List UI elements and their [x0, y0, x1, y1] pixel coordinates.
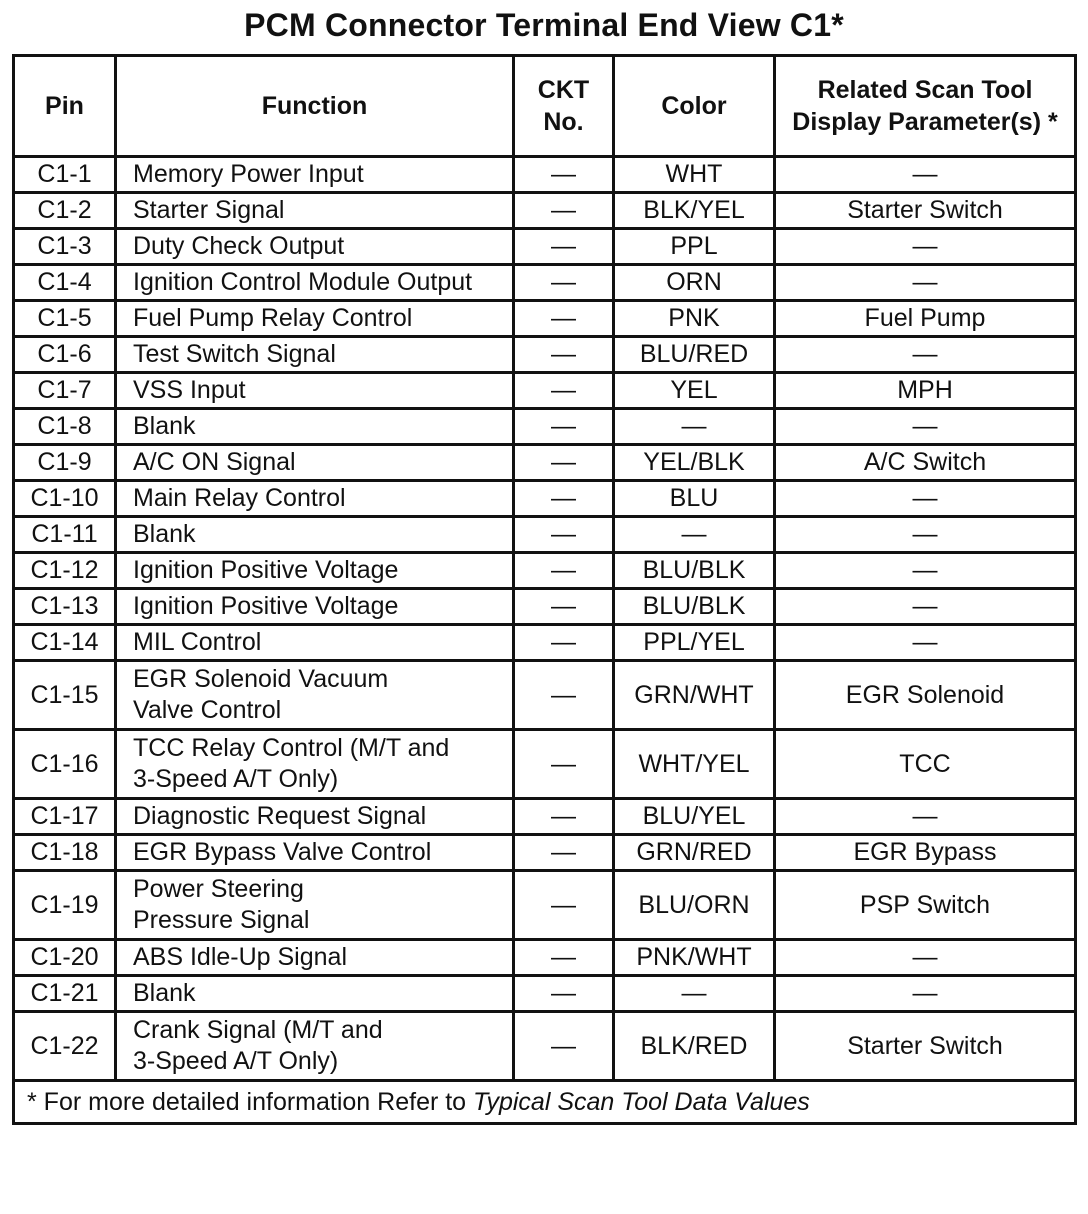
ckt-cell: — — [514, 625, 614, 661]
ckt-cell: — — [514, 976, 614, 1012]
scan-parameter-cell: — — [775, 625, 1076, 661]
footnote-reference: Typical Scan Tool Data Values — [473, 1088, 810, 1116]
scan-parameter-cell: EGR Bypass — [775, 835, 1076, 871]
ckt-cell: — — [514, 1012, 614, 1081]
ckt-cell: — — [514, 871, 614, 940]
function-cell: Blank — [116, 409, 514, 445]
ckt-cell: — — [514, 445, 614, 481]
scan-parameter-cell: — — [775, 481, 1076, 517]
color-cell: PPL — [614, 229, 775, 265]
ckt-cell: — — [514, 229, 614, 265]
header-pin: Pin — [14, 56, 116, 157]
ckt-cell: — — [514, 373, 614, 409]
function-cell — [116, 871, 514, 940]
function-line-2: Valve Control — [133, 696, 282, 724]
ckt-cell: — — [514, 157, 614, 193]
scan-parameter-cell: Starter Switch — [775, 193, 1076, 229]
color-cell: PPL/YEL — [614, 625, 775, 661]
pin-cell: C1-12 — [14, 553, 116, 589]
ckt-cell: — — [514, 553, 614, 589]
pin-cell: C1-18 — [14, 835, 116, 871]
function-cell — [116, 730, 514, 799]
header-function: Function — [116, 56, 514, 157]
table-row — [14, 976, 1076, 1012]
pcm-connector-table-container — [12, 54, 1074, 1125]
table-row — [14, 625, 1076, 661]
table-row — [14, 517, 1076, 553]
footnote — [14, 1081, 1076, 1124]
color-cell: BLU/YEL — [614, 799, 775, 835]
table-row — [14, 265, 1076, 301]
footnote-prefix: * For more detailed information Refer to — [27, 1088, 474, 1116]
header-ckt: CKT No. — [514, 56, 614, 157]
function-cell: Diagnostic Request Signal — [116, 799, 514, 835]
ckt-cell: — — [514, 730, 614, 799]
pin-cell: C1-20 — [14, 940, 116, 976]
table-row — [14, 730, 1076, 799]
function-cell: Blank — [116, 976, 514, 1012]
scan-parameter-cell: — — [775, 409, 1076, 445]
scan-parameter-cell: — — [775, 229, 1076, 265]
scan-parameter-cell: — — [775, 940, 1076, 976]
color-cell: — — [614, 409, 775, 445]
pin-cell: C1-8 — [14, 409, 116, 445]
pin-cell: C1-13 — [14, 589, 116, 625]
pin-cell: C1-9 — [14, 445, 116, 481]
function-cell: Ignition Positive Voltage — [116, 553, 514, 589]
header-color: Color — [614, 56, 775, 157]
table-row — [14, 301, 1076, 337]
ckt-cell: — — [514, 337, 614, 373]
color-cell: ORN — [614, 265, 775, 301]
scan-parameter-cell: — — [775, 337, 1076, 373]
pin-cell: C1-4 — [14, 265, 116, 301]
color-cell: BLU/RED — [614, 337, 775, 373]
function-cell: Test Switch Signal — [116, 337, 514, 373]
scan-parameter-cell: A/C Switch — [775, 445, 1076, 481]
function-cell: Ignition Control Module Output — [116, 265, 514, 301]
pin-cell: C1-7 — [14, 373, 116, 409]
pcm-connector-table — [12, 54, 1077, 1125]
scan-parameter-cell: — — [775, 589, 1076, 625]
function-cell: Ignition Positive Voltage — [116, 589, 514, 625]
function-cell: Blank — [116, 517, 514, 553]
table-row — [14, 481, 1076, 517]
pin-cell: C1-22 — [14, 1012, 116, 1081]
function-line-2: 3-Speed A/T Only) — [133, 765, 339, 793]
table-header-row — [14, 56, 1076, 157]
function-cell: Memory Power Input — [116, 157, 514, 193]
ckt-cell: — — [514, 835, 614, 871]
footnote-row — [14, 1081, 1076, 1124]
color-cell: WHT/YEL — [614, 730, 775, 799]
pin-cell: C1-2 — [14, 193, 116, 229]
function-cell: MIL Control — [116, 625, 514, 661]
function-cell: ABS Idle-Up Signal — [116, 940, 514, 976]
pin-cell: C1-11 — [14, 517, 116, 553]
table-row — [14, 157, 1076, 193]
ckt-cell: — — [514, 409, 614, 445]
ckt-cell: — — [514, 193, 614, 229]
color-cell: — — [614, 517, 775, 553]
pin-cell: C1-6 — [14, 337, 116, 373]
pin-cell: C1-19 — [14, 871, 116, 940]
page-title: PCM Connector Terminal End View C1* — [244, 7, 844, 43]
ckt-cell: — — [514, 661, 614, 730]
pin-cell: C1-17 — [14, 799, 116, 835]
color-cell: BLK/YEL — [614, 193, 775, 229]
ckt-cell: — — [514, 799, 614, 835]
table-row — [14, 589, 1076, 625]
pin-cell: C1-1 — [14, 157, 116, 193]
ckt-cell: — — [514, 265, 614, 301]
scan-parameter-cell: TCC — [775, 730, 1076, 799]
color-cell: BLU/BLK — [614, 553, 775, 589]
function-line-1: TCC Relay Control (M/T and — [133, 734, 450, 762]
table-row — [14, 193, 1076, 229]
color-cell: BLU — [614, 481, 775, 517]
table-row — [14, 799, 1076, 835]
color-cell: BLU/ORN — [614, 871, 775, 940]
scan-parameter-cell: — — [775, 517, 1076, 553]
function-cell — [116, 1012, 514, 1081]
pin-cell: C1-21 — [14, 976, 116, 1012]
color-cell: BLK/RED — [614, 1012, 775, 1081]
ckt-cell: — — [514, 589, 614, 625]
scan-parameter-cell: — — [775, 265, 1076, 301]
function-line-1: EGR Solenoid Vacuum — [133, 665, 389, 693]
pin-cell: C1-16 — [14, 730, 116, 799]
ckt-cell: — — [514, 301, 614, 337]
color-cell: PNK — [614, 301, 775, 337]
table-row — [14, 871, 1076, 940]
ckt-cell: — — [514, 940, 614, 976]
color-cell: PNK/WHT — [614, 940, 775, 976]
pin-cell: C1-14 — [14, 625, 116, 661]
table-row — [14, 661, 1076, 730]
pin-cell: C1-3 — [14, 229, 116, 265]
scan-parameter-cell: MPH — [775, 373, 1076, 409]
function-cell: Main Relay Control — [116, 481, 514, 517]
pin-cell: C1-15 — [14, 661, 116, 730]
color-cell: — — [614, 976, 775, 1012]
pin-cell: C1-5 — [14, 301, 116, 337]
function-cell: Duty Check Output — [116, 229, 514, 265]
color-cell: BLU/BLK — [614, 589, 775, 625]
color-cell: GRN/WHT — [614, 661, 775, 730]
function-line-2: Pressure Signal — [133, 906, 310, 934]
color-cell: GRN/RED — [614, 835, 775, 871]
table-row — [14, 835, 1076, 871]
scan-parameter-cell: Starter Switch — [775, 1012, 1076, 1081]
table-row — [14, 229, 1076, 265]
function-line-2: 3-Speed A/T Only) — [133, 1047, 339, 1075]
scan-parameter-cell: — — [775, 157, 1076, 193]
table-row — [14, 373, 1076, 409]
function-cell: A/C ON Signal — [116, 445, 514, 481]
table-row — [14, 409, 1076, 445]
color-cell: YEL — [614, 373, 775, 409]
scan-parameter-cell: Fuel Pump — [775, 301, 1076, 337]
scan-parameter-cell: EGR Solenoid — [775, 661, 1076, 730]
function-cell: Starter Signal — [116, 193, 514, 229]
table-row — [14, 1012, 1076, 1081]
scan-parameter-cell: — — [775, 976, 1076, 1012]
ckt-cell: — — [514, 481, 614, 517]
table-row — [14, 337, 1076, 373]
table-row — [14, 445, 1076, 481]
table-row — [14, 940, 1076, 976]
scan-parameter-cell: PSP Switch — [775, 871, 1076, 940]
scan-parameter-cell: — — [775, 799, 1076, 835]
function-line-1: Power Steering — [133, 875, 304, 903]
function-cell: Fuel Pump Relay Control — [116, 301, 514, 337]
function-cell: EGR Bypass Valve Control — [116, 835, 514, 871]
function-cell: VSS Input — [116, 373, 514, 409]
table-row — [14, 553, 1076, 589]
color-cell: YEL/BLK — [614, 445, 775, 481]
color-cell: WHT — [614, 157, 775, 193]
header-scan-parameter: Related Scan Tool Display Parameter(s) * — [775, 56, 1076, 157]
function-cell — [116, 661, 514, 730]
pin-cell: C1-10 — [14, 481, 116, 517]
function-line-1: Crank Signal (M/T and — [133, 1016, 383, 1044]
scan-parameter-cell: — — [775, 553, 1076, 589]
ckt-cell: — — [514, 517, 614, 553]
